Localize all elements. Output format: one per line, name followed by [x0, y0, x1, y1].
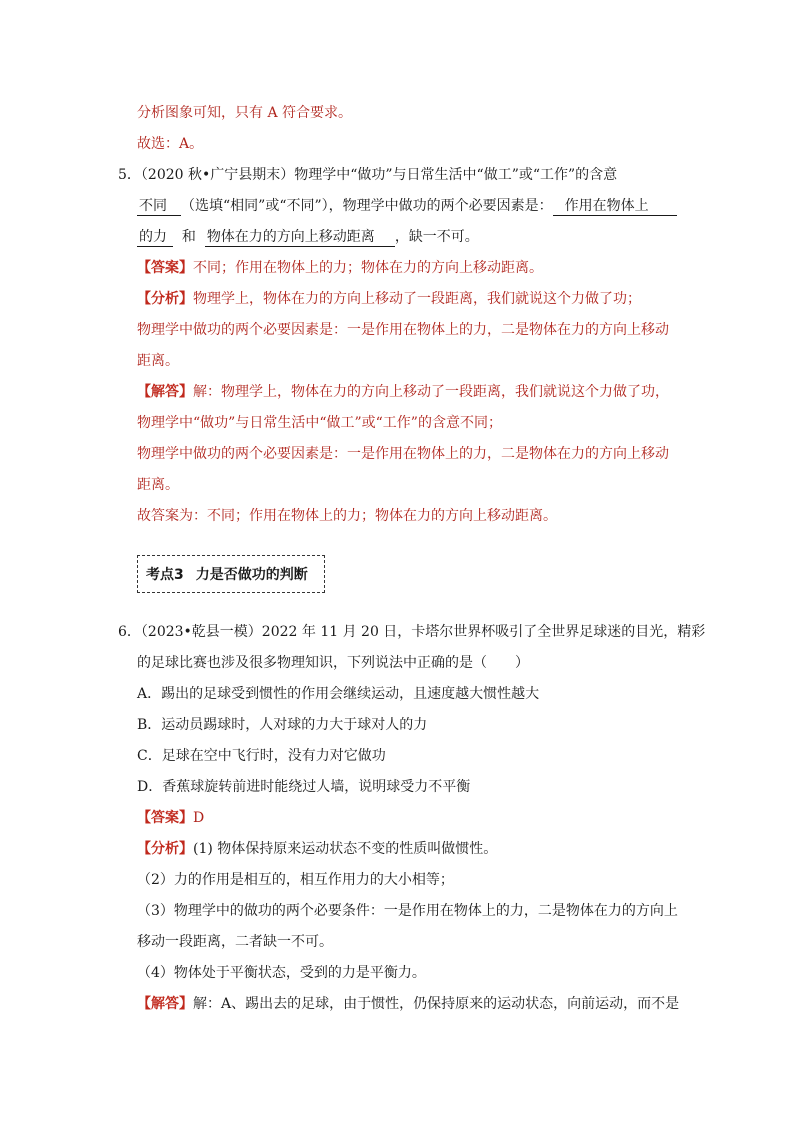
q5-blank-3: 物体在力的方向上移动距离 [205, 229, 395, 247]
q5-stem-line-2-text: （选填“相同”或“不同”），物理学中做功的两个必要因素是： [181, 198, 553, 214]
analysis-tag: 【分析】 [137, 291, 193, 307]
q6-answer [137, 808, 204, 828]
solution-tag: 【解答】 [137, 384, 193, 400]
q6-analysis-5: （4）物体处于平衡状态，受到的力是平衡力。 [137, 965, 426, 981]
q5-solution-3: 物理学中做功的两个必要因素是：一是作用在物体上的力，二是物体在力的方向上移动 [137, 446, 669, 462]
q6-analysis-1 [137, 839, 497, 859]
q5-stem-line-3-end: ，缺一不可。 [394, 229, 479, 245]
answer-tag: 【答案】 [137, 810, 193, 826]
section-label: 考点3 [146, 567, 184, 583]
q6-stem-line-1: 6．（2023•乾县一模）2022 年 11 月 20 日，卡塔尔世界杯吸引了全世界足球迷的目光，精彩 [118, 624, 706, 640]
q5-stem-line-1: 5．（2020 秋•广宁县期末）物理学中“做功”与日常生活中“做工”或“工作”的含意 [118, 167, 618, 183]
section-heading-box [137, 555, 325, 593]
q5-analysis-2: 物理学中做功的两个必要因素是：一是作用在物体上的力，二是物体在力的方向上移动 [137, 322, 669, 338]
q6-answer-text: D [193, 810, 205, 826]
q5-stem-line-2 [137, 196, 677, 216]
q5-blank-2a: 作用在物体上 [553, 198, 677, 216]
q5-analysis-3: 距离。 [137, 353, 179, 369]
prev-analysis-line: 分析图象可知，只有 A 符合要求。 [137, 105, 353, 121]
q5-analysis-text-1: 物理学上，物体在力的方向上移动了一段距离，我们就说这个力做了功； [193, 291, 641, 307]
q5-conclusion: 故答案为：不同；作用在物体上的力；物体在力的方向上移动距离。 [137, 508, 557, 524]
q6-solution-text-1: 解：A、踢出去的足球，由于惯性，仍保持原来的运动状态，向前运动，而不是 [193, 996, 680, 1012]
q6-option-c: C．足球在空中飞行时，没有力对它做功 [137, 748, 386, 764]
solution-tag: 【解答】 [137, 996, 193, 1012]
q6-option-d: D．香蕉球旋转前进时能绕过人墙，说明球受力不平衡 [137, 779, 471, 795]
q6-option-a: A．踢出的足球受到惯性的作用会继续运动，且速度越大惯性越大 [137, 686, 540, 702]
q6-analysis-3: （3）物理学中的做功的两个必要条件：一是作用在物体上的力，二是物体在力的方向上 [137, 903, 678, 919]
analysis-tag: 【分析】 [137, 841, 193, 857]
q6-analysis-text-1: (1) 物体保持原来运动状态不变的性质叫做惯性。 [193, 841, 498, 857]
q5-blank-2b: 的力 [137, 229, 173, 247]
q5-solution-2: 物理学中“做功”与日常生活中“做工”或“工作”的含意不同； [137, 415, 502, 431]
q5-stem-line-3 [137, 227, 479, 247]
q5-analysis-1 [137, 289, 641, 309]
q5-solution-4: 距离。 [137, 477, 179, 493]
prev-conclusion-line: 故选：A。 [137, 136, 204, 152]
section-title: 力是否做功的判断 [195, 567, 308, 583]
q5-answer-text: 不同；作用在物体上的力；物体在力的方向上移动距离。 [193, 260, 543, 276]
q5-and: 和 [181, 229, 196, 245]
q6-solution-1 [137, 994, 679, 1014]
q5-solution-text-1: 解：物理学上，物体在力的方向上移动了一段距离，我们就说这个力做了功， [193, 384, 669, 400]
q5-answer [137, 258, 543, 278]
q6-analysis-4: 移动一段距离，二者缺一不可。 [137, 934, 333, 950]
q5-blank-1: 不同 [137, 198, 181, 216]
q6-stem-line-2: 的足球比赛也涉及很多物理知识，下列说法中正确的是（ ） [137, 655, 529, 671]
answer-tag: 【答案】 [137, 260, 193, 276]
q6-option-b: B．运动员踢球时，人对球的力大于球对人的力 [137, 717, 428, 733]
q5-solution-1 [137, 382, 669, 402]
q6-analysis-2: （2）力的作用是相互的，相互作用力的大小相等； [137, 872, 454, 888]
